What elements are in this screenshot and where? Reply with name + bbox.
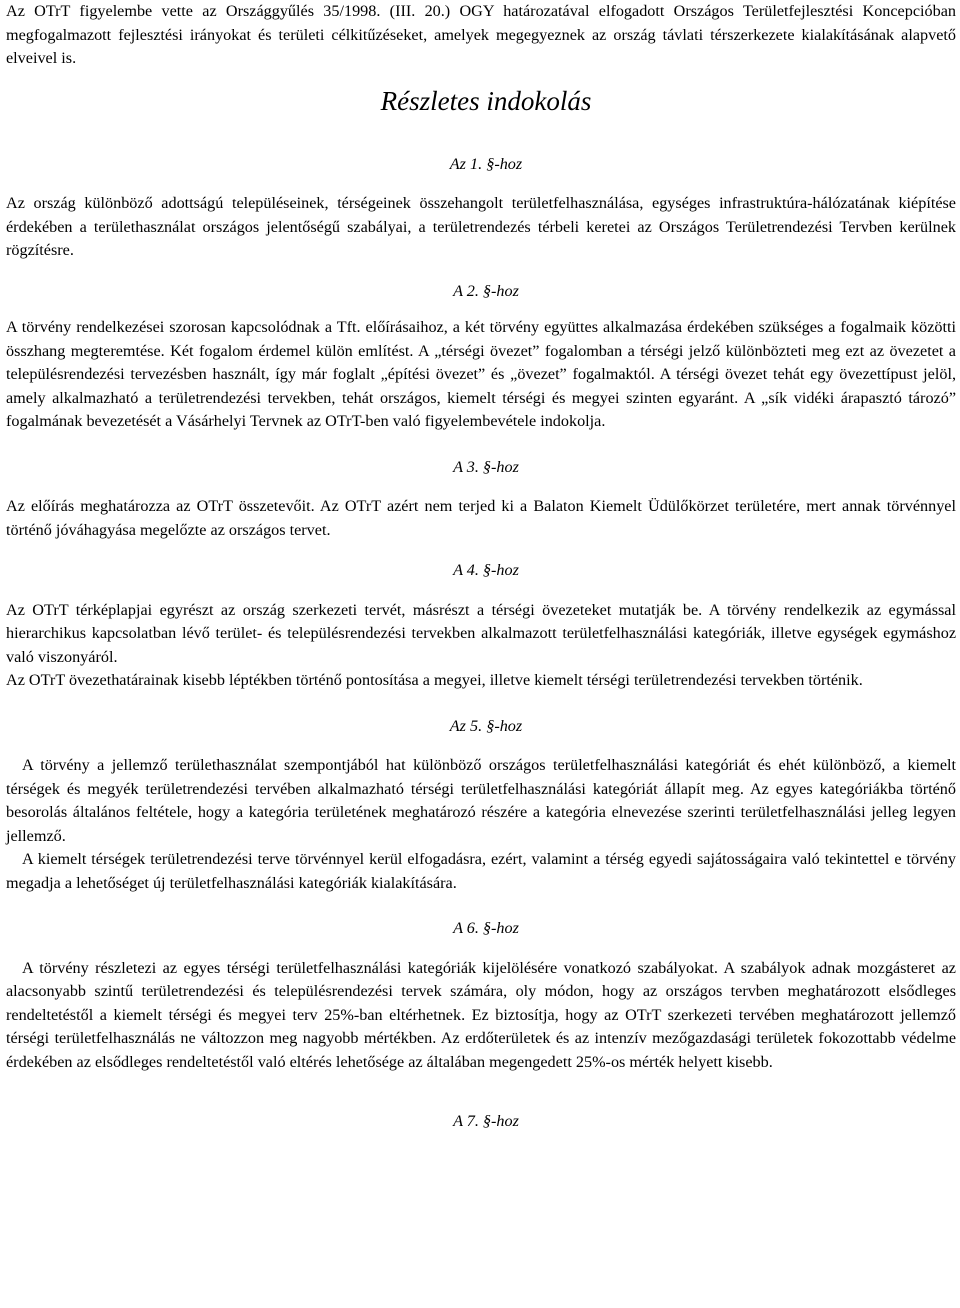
section-4-paragraph-2: Az OTrT övezethatárainak kisebb léptékben történő pontosítása a megyei, illetve kiemelt térségi területrendezési tervekben történik. [6, 671, 863, 689]
section-4-paragraph-1: Az OTrT térképlapjai egyrészt az ország szerkezeti tervét, másrészt a térségi övezeteket mutatják be. A törvény rendelkezik az egymással hierarchikus kapcsolatban lévő terület- és településrendezési tervekben alkalmazott területfelhasználási kategóriák, illetve egységek egymáshoz való viszonyáról. [6, 600, 956, 666]
section-heading-2: A 2. §-hoz [453, 281, 519, 300]
section-2-paragraph-1: A törvény rendelkezései szorosan kapcsolódnak a Tft. előírásaihoz, a két törvény együttes alkalmazása érdekében szükséges a fogalmaik közötti összhang megteremtése. Két fogalom érdemel külön említést. A „térségi övezet” fogalomban a térségi jelző különbözteti meg ezt az övezetet a településrendezési tervezésben használt, így már foglalt „építési övezet” és „övezet” fogalmaktól. A térségi övezet tehát egy övezettípust jelöl, amely alkalmazható a területrendezési tervekben, tehát országos, kiemelt térségi és megyei szinten egyaránt. A „sík vidéki árapasztó tározó” fogalmának bevezetését a Vásárhelyi Tervnek az OTrT-ben való figyelembevétele indokolja. [6, 318, 956, 430]
document-title: Részletes indokolás [380, 85, 592, 116]
section-heading-5: Az 5. §-hoz [449, 716, 523, 735]
section-6-paragraph-1: A törvény részletezi az egyes térségi területfelhasználási kategóriák kijelölésére vonatkozó szabályokat. A szabályok adnak mozgásteret az alacsonyabb szintű területrendezési és településrendezési tervek számára, oly módon, hogy az országos tervben meghatározott elsődleges rendeltetéstől a kiemelt térségi és megyei terv 25%-ban eltérhetnek. Ez biztosítja, hogy az OTrT szerkezeti tervében meghatározott jellemző térségi területfelhasználás ne változzon meg nagyobb mértékben. Az erdőterületek és az intenzív mezőgazdasági területek fokozottabb védelme érdekében az elsődleges rendeltetéstől való eltérés lehetősége az általában megengedett 25%-os mérték helyett kisebb. [6, 958, 956, 1071]
document-page [6, 0, 956, 1134]
section-5-paragraph-2: A kiemelt térségek területrendezési terve törvénnyel kerül elfogadásra, ezért, valamint a térség egyedi sajátosságaira való tekintettel e törvény megadja a lehetőséget új területfelhasználási kategóriák kialakítására. [6, 850, 956, 892]
section-heading-4: A 4. §-hoz [453, 561, 519, 579]
intro-paragraph: Az OTrT figyelembe vette az Országgyűlés 35/1998. (III. 20.) OGY határozatával elfogadott Országos Területfejlesztési Koncepcióban megfogalmazott fejlesztési irányokat és területi célkitűzéseket, amelyek megegyeznek az ország távlati térszerkezete kialakításának alapvető elveivel is. [6, 2, 956, 67]
section-3-paragraph-1: Az előírás meghatározza az OTrT összetevőit. Az OTrT azért nem terjed ki a Balaton Kiemelt Üdülőkörzet területére, mert annak törvénnyel történő jóváhagyása megelőzte az országos tervet. [6, 497, 956, 539]
section-1-paragraph-1: Az ország különböző adottságú településeinek, térségeinek összehangolt területfelhasználása, egységes infrastruktúra-hálózatának kiépítése érdekében a területhasználat országos jelentőségű szabályai, a területrendezés térbeli keretei az Országos Területrendezési Tervben kerülnek rögzítésre. [6, 194, 956, 259]
section-heading-6: A 6. §-hoz [453, 919, 519, 937]
section-heading-1: Az 1. §-hoz [449, 154, 523, 173]
section-heading-3: A 3. §-hoz [453, 457, 519, 476]
section-heading-7: A 7. §-hoz [453, 1112, 519, 1130]
section-5-paragraph-1: A törvény a jellemző területhasználat szempontjából hat különböző országos területfelhasználási kategóriát és ehét különböző, a kiemelt térségek és megyék területrendezési tervében alkalmazható térségi területfelhasználási kategóriát állapít meg. Az egyes kategóriákba történő besorolás általános feltétele, hogy a kategória területének meghatározó részére a kategória elnevezése szerinti területfelhasználási jelleg legyen jellemző. [6, 756, 956, 845]
